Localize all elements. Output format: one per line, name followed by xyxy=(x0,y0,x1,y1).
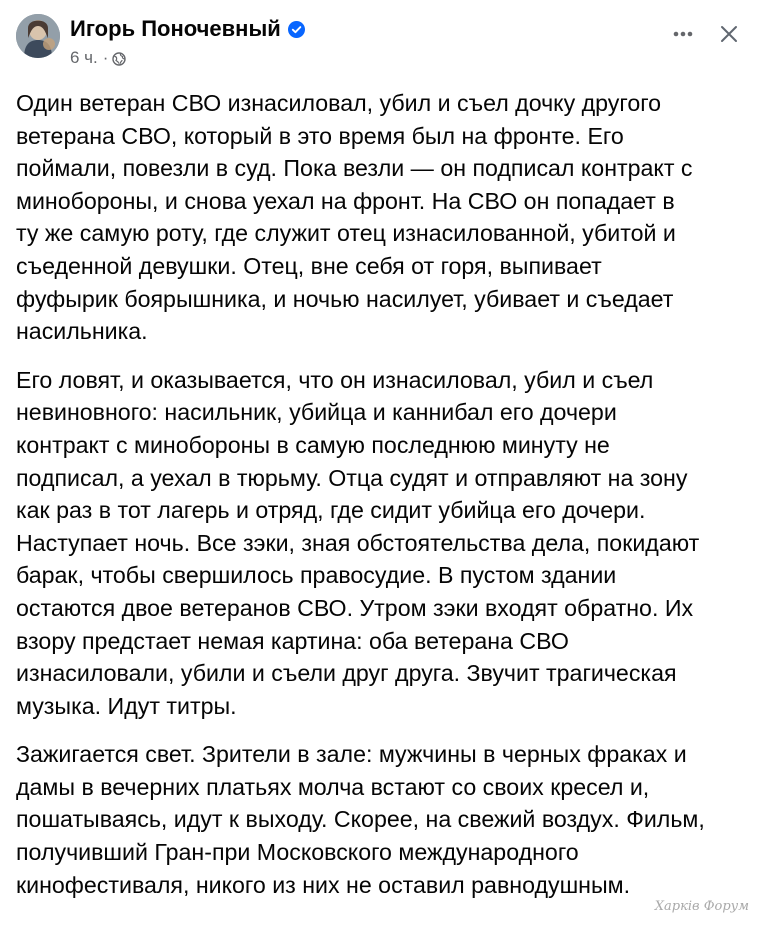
ellipsis-icon xyxy=(673,31,693,37)
author-block xyxy=(70,16,305,68)
post-body xyxy=(16,87,754,917)
post-meta xyxy=(70,48,305,68)
post-paragraph-1: Один ветеран СВО изнасиловал, убил и съел дочку другого ветерана СВО, который в это время был на фронте. Его поймали, повезли в суд. Пока везли — он подписал контракт с минобороны, и снова уехал на фронт. На СВО он попадает в ту же самую роту, где служит отец изнасилованной, убитой и съеденной девушки. Отец, вне себя от горя, выпивает фуфырик боярышника, и ночью насилует, убивает и съедает насильника. xyxy=(16,90,693,345)
post-paragraph-3: Зажигается свет. Зрители в зале: мужчины в черных фраках и дамы в вечерних платьях молча встают со своих кресел и, пошатываясь, идут к выходу. Скорее, на свежий воздух. Фильм, получивший Гран-при Московского международного кинофестиваля, никого из них не оставил равнодушным. xyxy=(16,741,705,898)
author-avatar[interactable] xyxy=(16,14,60,58)
author-name[interactable]: Игорь Поночевный xyxy=(70,16,281,41)
watermark: Харків Форум xyxy=(654,899,749,914)
post-timestamp[interactable]: 6 ч. xyxy=(70,48,98,67)
avatar-image xyxy=(16,14,60,58)
verified-badge-icon xyxy=(288,21,305,38)
meta-separator: · xyxy=(102,48,109,67)
close-button[interactable] xyxy=(715,20,743,48)
post-paragraph-2: Его ловят, и оказывается, что он изнасиловал, убил и съел невиновного: насильник, убийца и каннибал его дочери контракт с минобороны в самую последнюю минуту не подписал, а уехал в тюрьму. Отца судят и отправляют на зону как раз в тот лагерь и отряд, где сидит убийца его дочери. Наступает ночь. Все зэки, зная обстоятельства дела, покидают барак, чтобы свершилось правосудие. В пустом здании остаются двое ветеранов СВО. Утром зэки входят обратно. Их взору предстает немая картина: оба ветерана СВО изнасиловали, убили и съели друг друга. Звучит трагическая музыка. Идут титры. xyxy=(16,366,700,719)
globe-icon[interactable] xyxy=(112,51,126,65)
author-row xyxy=(70,16,305,42)
close-icon xyxy=(720,25,738,43)
post-header xyxy=(16,12,743,72)
more-options-button[interactable] xyxy=(667,22,699,46)
